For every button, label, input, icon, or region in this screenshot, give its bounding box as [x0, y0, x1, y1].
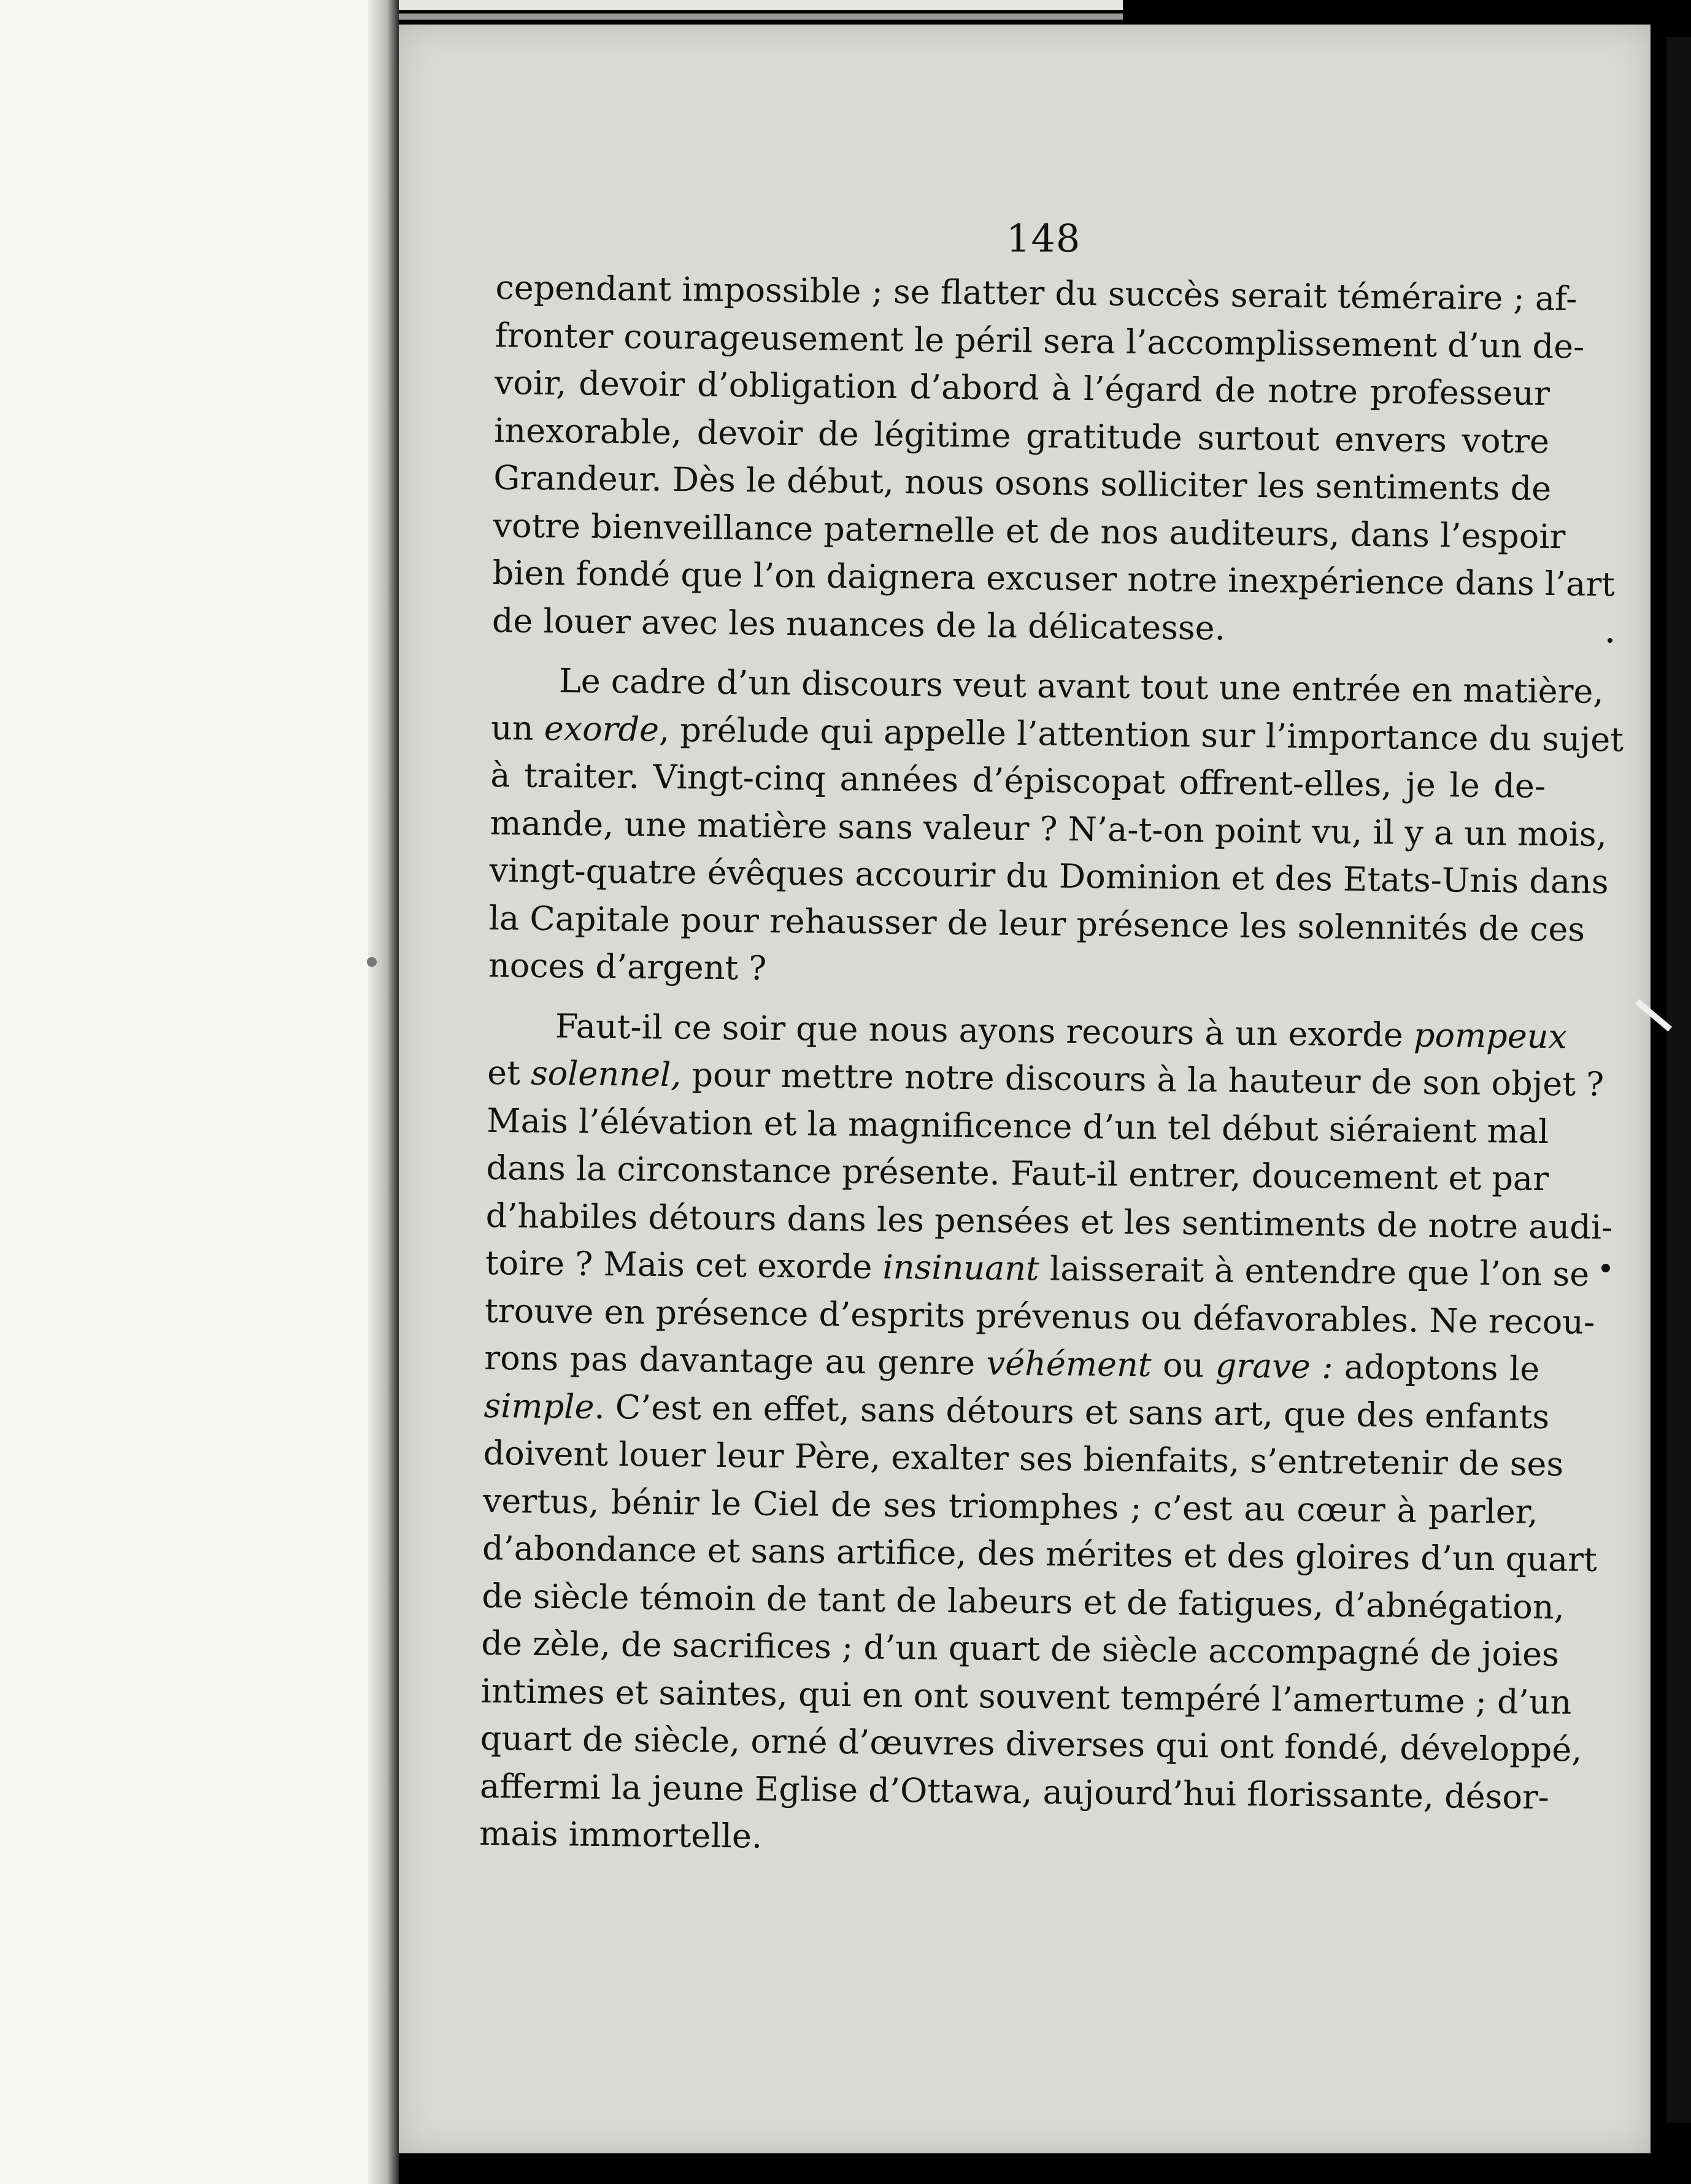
scan-speck	[1608, 638, 1612, 643]
paragraph	[491, 264, 1616, 655]
text-segment: noces d’argent ?	[488, 945, 767, 988]
italic-text: grave :	[1215, 1346, 1333, 1386]
italic-text: véhément	[986, 1344, 1152, 1385]
text-segment: cependant impossible ; se flatter du succès serait téméraire ; af-	[495, 267, 1577, 318]
text-segment: vingt-quatre évêques accourir du Dominion et des Etats-Unis dans	[489, 850, 1609, 902]
top-edge-shadow	[399, 13, 1123, 20]
text-segment: affermi la jeune Eglise d’Ottawa, aujourd’hui florissante, désor-	[479, 1766, 1550, 1817]
text-segment: la Capitale pour rehausser de leur présence les solennités de ces	[488, 898, 1585, 949]
text-segment: intimes et saintes, qui en ont souvent tempéré l’amertume ; d’un	[480, 1671, 1572, 1721]
top-edge-strip	[399, 0, 1123, 10]
text-segment: quart de siècle, orné d’œuvres diverses qui ont fondé, développé,	[480, 1718, 1582, 1769]
text-segment: à traiter. Vingt-cinq années d’épiscopat offrent-elles, je le de-	[490, 755, 1546, 806]
italic-text: solennel,	[530, 1053, 682, 1094]
scan-speck	[1601, 1264, 1610, 1272]
text-segment: Grandeur. Dès le début, nous osons solliciter les sentiments de	[493, 458, 1552, 509]
binding-shadow	[368, 0, 399, 2184]
italic-text: insinuant	[882, 1247, 1040, 1288]
text-segment: vertus, bénir le Ciel de ses triomphes ; c’est au cœur à parler,	[482, 1481, 1539, 1531]
text-segment: doivent louer leur Père, exalter ses bienfaits, s’entretenir de ses	[483, 1433, 1564, 1484]
text-segment: votre bienveillance paternelle et de nos auditeurs, dans l’espoir	[493, 506, 1566, 556]
text-segment: . C’est en effet, sans détours et sans art, que des enfants	[594, 1387, 1550, 1436]
text-segment: un	[490, 708, 545, 748]
text-segment: mande, une matière sans valeur ? N’a-t-on point vu, il y a un mois,	[490, 803, 1608, 854]
text-segment: d’habiles détours dans les pensées et les sentiments de notre audi-	[485, 1196, 1613, 1247]
text-segment: de louer avec les nuances de la délicatesse.	[491, 601, 1226, 647]
italic-text: pompeux	[1413, 1015, 1568, 1056]
text-segment: de siècle témoin de tant de labeurs et de fatigues, d’abnégation,	[481, 1576, 1565, 1626]
text-segment: toire ? Mais cet exorde	[485, 1243, 883, 1286]
text-segment: bien fondé que l’on daignera excuser notre inexpérience dans l’art	[492, 553, 1616, 604]
italic-text: simple	[483, 1386, 595, 1426]
text-segment: ou	[1151, 1345, 1216, 1385]
paragraph	[488, 656, 1624, 1000]
right-page-edge	[1666, 37, 1691, 2123]
text-segment: d’abondance et sans artifice, des mérites et des gloires d’un quart	[482, 1528, 1598, 1579]
text-segment: inexorable, devoir de légitime gratitude surtout envers votre	[493, 410, 1550, 461]
text-segment: adoptons le	[1333, 1347, 1540, 1388]
text-segment: voir, devoir d’obligation d’abord à l’égard de notre professeur	[494, 363, 1550, 413]
body-text	[479, 264, 1624, 1868]
scan-speck	[367, 957, 377, 967]
text-segment: , prélude qui appelle l’attention sur l’importance du sujet	[658, 710, 1624, 759]
text-segment: fronter courageusement le péril sera l’accomplissement d’un de-	[495, 315, 1585, 366]
text-segment: de zèle, de sacrifices ; d’un quart de siècle accompagné de joies	[481, 1623, 1560, 1674]
text-segment: Faut-il ce soir que nous ayons recours à un exorde	[555, 1006, 1414, 1055]
italic-text: exorde	[544, 709, 660, 749]
text-segment: rons pas davantage au genre	[483, 1338, 987, 1383]
facing-page-margin	[0, 0, 393, 2184]
paragraph	[479, 1001, 1613, 1868]
page-number: 148	[1006, 216, 1081, 261]
text-segment: et	[487, 1053, 531, 1093]
text-segment: Le cadre d’un discours veut avant tout une entrée en matière,	[558, 661, 1604, 711]
text-segment: pour mettre notre discours à la hauteur de son objet ?	[681, 1055, 1604, 1104]
text-segment: mais immortelle.	[479, 1813, 763, 1856]
text-segment: laisserait à entendre que l’on se	[1039, 1249, 1590, 1294]
text-segment: dans la circonstance présente. Faut-il entrer, doucement et par	[486, 1148, 1549, 1199]
text-segment: trouve en présence d’esprits prévenus ou défavorables. Ne recou-	[484, 1291, 1595, 1342]
text-segment: Mais l’élévation et la magnificence d’un tel début siéraient mal	[487, 1101, 1549, 1151]
